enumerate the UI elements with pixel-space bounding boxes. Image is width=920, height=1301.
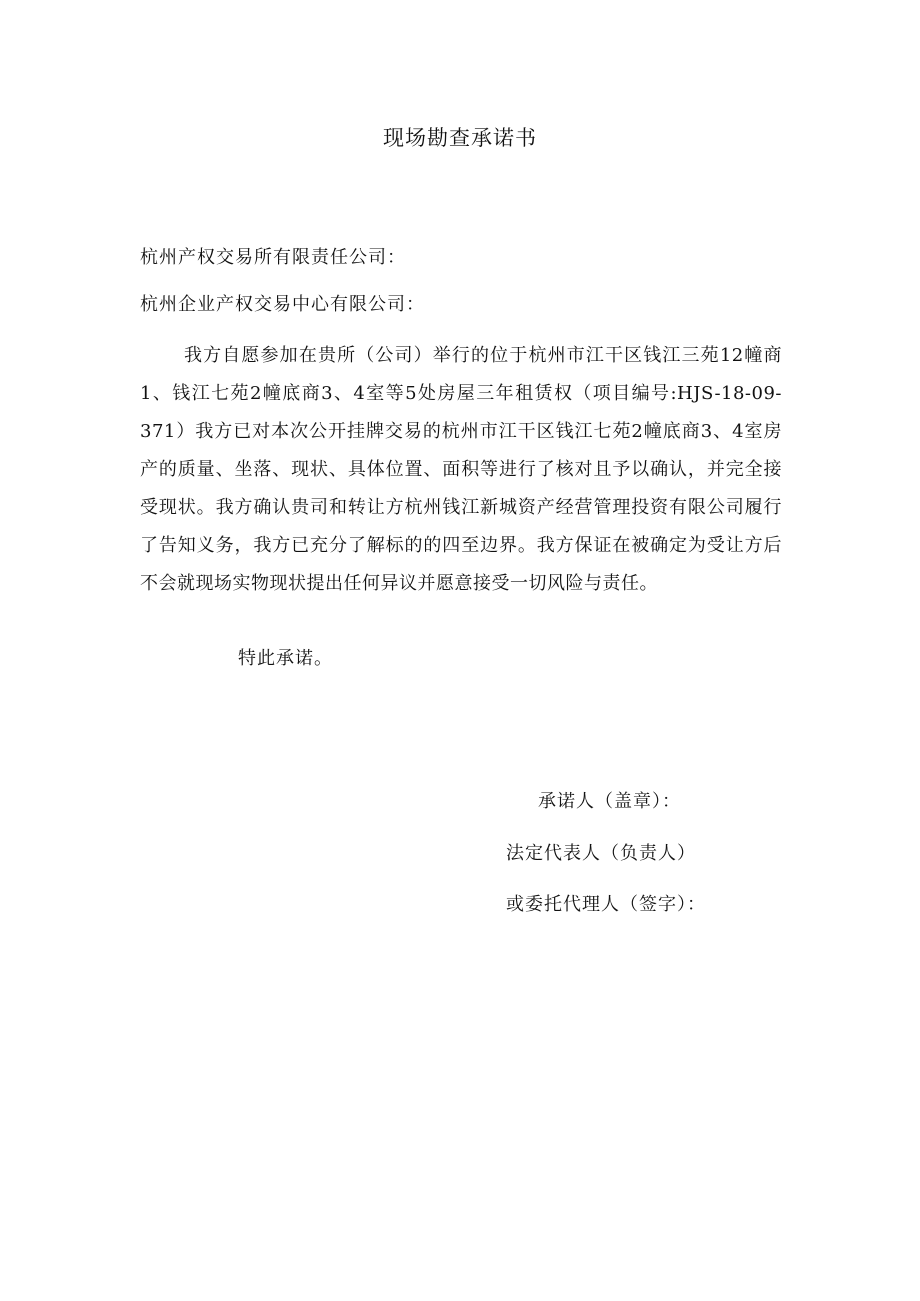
signature-agent: 或委托代理人（签字）： — [506, 894, 706, 915]
signature-promisor: 承诺人（盖章）： — [538, 791, 681, 812]
document-title: 现场勘查承诺书 — [383, 126, 537, 150]
addressee-center: 杭州企业产权交易中心有限公司： — [140, 294, 425, 315]
closing-statement: 特此承诺。 — [238, 648, 333, 669]
signature-legal-rep: 法定代表人（负责人） — [506, 843, 696, 864]
body-paragraph: 我方自愿参加在贵所（公司）举行的位于杭州市江干区钱江三苑12幢商1、钱江七苑2幢底商3、4室等5处房屋三年租赁权（项目编号:HJS-18-09-371）我方已对本次公开挂牌交易的杭州市江干区钱江七苑2幢底商3、4室房产的质量、坐落、现状、具体位置、面积等进行了核对且予以确认，并完全接受现状。我方确认贵司和转让方杭州钱江新城资产经营管理投资有限公司履行了告知义务，我方已充分了解标的的四至边界。我方保证在被确定为受让方后不会就现场实物现状提出任何异议并愿意接受一切风险与责任。 — [140, 345, 782, 594]
addressee-exchange: 杭州产权交易所有限责任公司： — [140, 247, 406, 268]
